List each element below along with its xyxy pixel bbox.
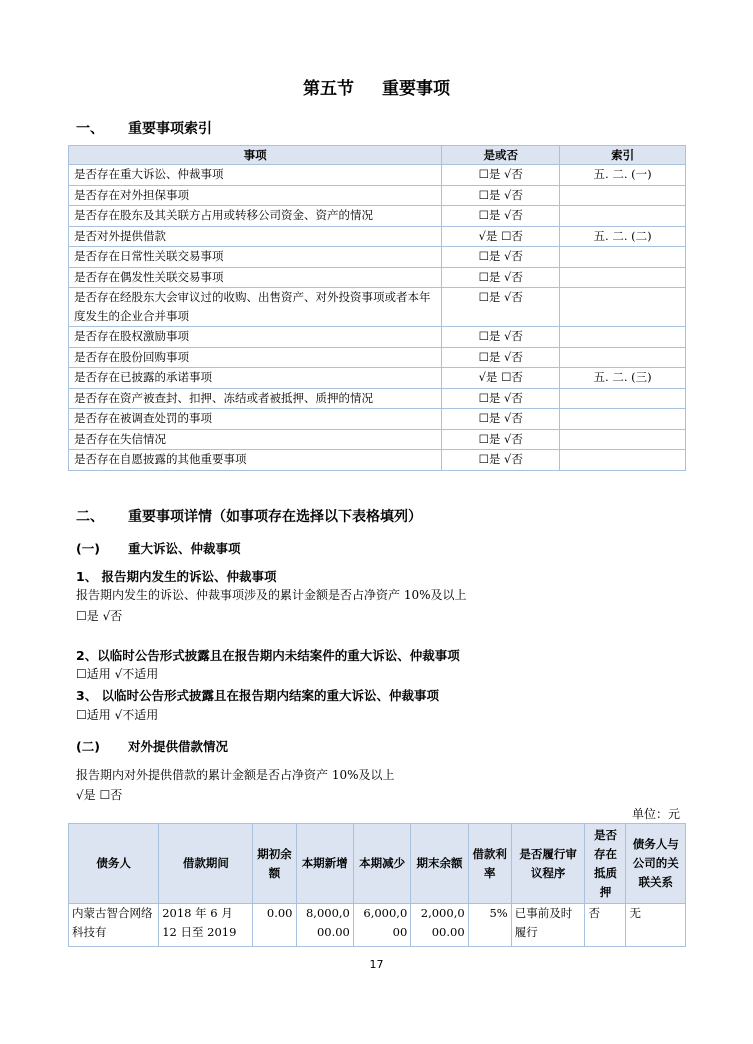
header-closing: 期末余额: [411, 824, 468, 904]
header-added: 本期新增: [296, 824, 353, 904]
item3-title: 3、 以临时公告形式披露且在报告期内结案的重大诉讼、仲裁事项: [76, 688, 440, 703]
cell-ref: [560, 429, 686, 450]
cell-yn: ☐是 √否: [442, 409, 560, 430]
header-reduced: 本期减少: [353, 824, 410, 904]
cell-yn: ☐是 √否: [442, 185, 560, 206]
cell-approval: 已事前及时履行: [511, 904, 585, 947]
cell-yn: ☐是 √否: [442, 206, 560, 227]
cell-item: 是否存在偶发性关联交易事项: [69, 267, 442, 288]
header-item: 事项: [69, 146, 442, 165]
table-row: [69, 327, 686, 348]
table-row: [69, 429, 686, 450]
table-row: [69, 226, 686, 247]
sub2-title: 对外提供借款情况: [128, 739, 229, 754]
cell-rate: 5%: [468, 904, 511, 947]
header-period: 借款期间: [159, 824, 253, 904]
cell-yn: ☐是 √否: [442, 247, 560, 268]
table-row: [69, 267, 686, 288]
section1-title: 重要事项索引: [128, 121, 212, 137]
header-approval: 是否履行审议程序: [511, 824, 585, 904]
header-index: 索引: [560, 146, 686, 165]
cell-pledge: 否: [585, 904, 626, 947]
unit-label: 单位：元: [631, 807, 680, 821]
header-yes-no: 是或否: [442, 146, 560, 165]
table-row: [69, 206, 686, 227]
table-header-row: [69, 146, 686, 165]
cell-added: 8,000,000.00: [296, 904, 353, 947]
loan-header-row: [69, 824, 686, 904]
sub2-heading: [76, 737, 228, 755]
header-pledge: 是否存在抵质押: [585, 824, 626, 904]
sub1-number: (一): [76, 541, 100, 556]
cell-reduced: 6,000,000: [353, 904, 410, 947]
cell-item: 是否存在已披露的承诺事项: [69, 368, 442, 389]
cell-ref: 五. 二. (二): [560, 226, 686, 247]
cell-yn: ☐是 √否: [442, 267, 560, 288]
cell-item: 是否存在失信情况: [69, 429, 442, 450]
table-row: [69, 185, 686, 206]
cell-item: 是否存在股份回购事项: [69, 347, 442, 368]
page-title: [0, 74, 753, 99]
section1-number: 一、: [76, 121, 104, 137]
cell-yn: √是 ☐否: [442, 226, 560, 247]
section2-heading: [76, 506, 422, 526]
index-table: [68, 145, 686, 471]
cell-ref: [560, 347, 686, 368]
loan-choice: √是 ☐否: [76, 788, 123, 802]
cell-item: 是否存在股权激励事项: [69, 327, 442, 348]
header-opening: 期初余额: [253, 824, 296, 904]
cell-item: 是否存在对外担保事项: [69, 185, 442, 206]
sub1-heading: [76, 539, 241, 557]
section2-title: 重要事项详情（如事项存在选择以下表格填列）: [128, 509, 422, 525]
item2-choice: ☐适用 √不适用: [76, 667, 159, 681]
cell-period: 2018 年 6 月 12 日至 2019: [159, 904, 253, 947]
cell-yn: ☐是 √否: [442, 288, 560, 327]
item1-choice: ☐是 √否: [76, 609, 123, 623]
cell-yn: ☐是 √否: [442, 429, 560, 450]
table-row: [69, 288, 686, 327]
title-part2: 重要事项: [382, 79, 450, 99]
item3-choice: ☐适用 √不适用: [76, 708, 159, 722]
cell-item: 是否存在股东及其关联方占用或转移公司资金、资产的情况: [69, 206, 442, 227]
cell-item: 是否存在被调查处罚的事项: [69, 409, 442, 430]
cell-item: 是否存在日常性关联交易事项: [69, 247, 442, 268]
loan-text: 报告期内对外提供借款的累计金额是否占净资产 10%及以上: [76, 768, 395, 782]
title-part1: 第五节: [303, 79, 354, 99]
cell-item: 是否存在资产被查封、扣押、冻结或者被抵押、质押的情况: [69, 388, 442, 409]
table-row: [69, 388, 686, 409]
cell-ref: [560, 288, 686, 327]
cell-yn: ☐是 √否: [442, 347, 560, 368]
cell-yn: ☐是 √否: [442, 327, 560, 348]
loan-table: [68, 823, 686, 947]
cell-item: 是否存在重大诉讼、仲裁事项: [69, 165, 442, 186]
cell-ref: [560, 267, 686, 288]
cell-yn: ☐是 √否: [442, 450, 560, 471]
item2-title: 2、以临时公告形式披露且在报告期内未结案件的重大诉讼、仲裁事项: [76, 648, 460, 663]
cell-yn: ☐是 √否: [442, 165, 560, 186]
header-rate: 借款利率: [468, 824, 511, 904]
cell-ref: [560, 327, 686, 348]
header-relation: 债务人与公司的关联关系: [626, 824, 686, 904]
cell-ref: [560, 247, 686, 268]
header-debtor: 债务人: [69, 824, 159, 904]
table-row: [69, 368, 686, 389]
cell-ref: 五. 二. (一): [560, 165, 686, 186]
cell-ref: 五. 二. (三): [560, 368, 686, 389]
table-row: [69, 165, 686, 186]
item1-text: 报告期内发生的诉讼、仲裁事项涉及的累计金额是否占净资产 10%及以上: [76, 588, 467, 602]
sub1-title: 重大诉讼、仲裁事项: [128, 541, 241, 556]
cell-ref: [560, 409, 686, 430]
table-row: [69, 347, 686, 368]
sub2-number: (二): [76, 739, 100, 754]
cell-yn: √是 ☐否: [442, 368, 560, 389]
table-row: [69, 450, 686, 471]
page-number: 17: [369, 958, 384, 971]
cell-item: 是否存在自愿披露的其他重要事项: [69, 450, 442, 471]
cell-opening: 0.00: [253, 904, 296, 947]
cell-ref: [560, 206, 686, 227]
loan-row: [69, 904, 686, 947]
cell-ref: [560, 185, 686, 206]
section1-heading: [76, 118, 212, 138]
cell-closing: 2,000,000.00: [411, 904, 468, 947]
cell-ref: [560, 450, 686, 471]
cell-relation: 无: [626, 904, 686, 947]
cell-ref: [560, 388, 686, 409]
cell-yn: ☐是 √否: [442, 388, 560, 409]
section2-number: 二、: [76, 509, 104, 525]
cell-item: 是否存在经股东大会审议过的收购、出售资产、对外投资事项或者本年度发生的企业合并事项: [69, 288, 442, 327]
item1-title: 1、 报告期内发生的诉讼、仲裁事项: [76, 569, 277, 584]
table-row: [69, 247, 686, 268]
table-row: [69, 409, 686, 430]
cell-debtor: 内蒙古智合网络科技有: [69, 904, 159, 947]
cell-item: 是否对外提供借款: [69, 226, 442, 247]
